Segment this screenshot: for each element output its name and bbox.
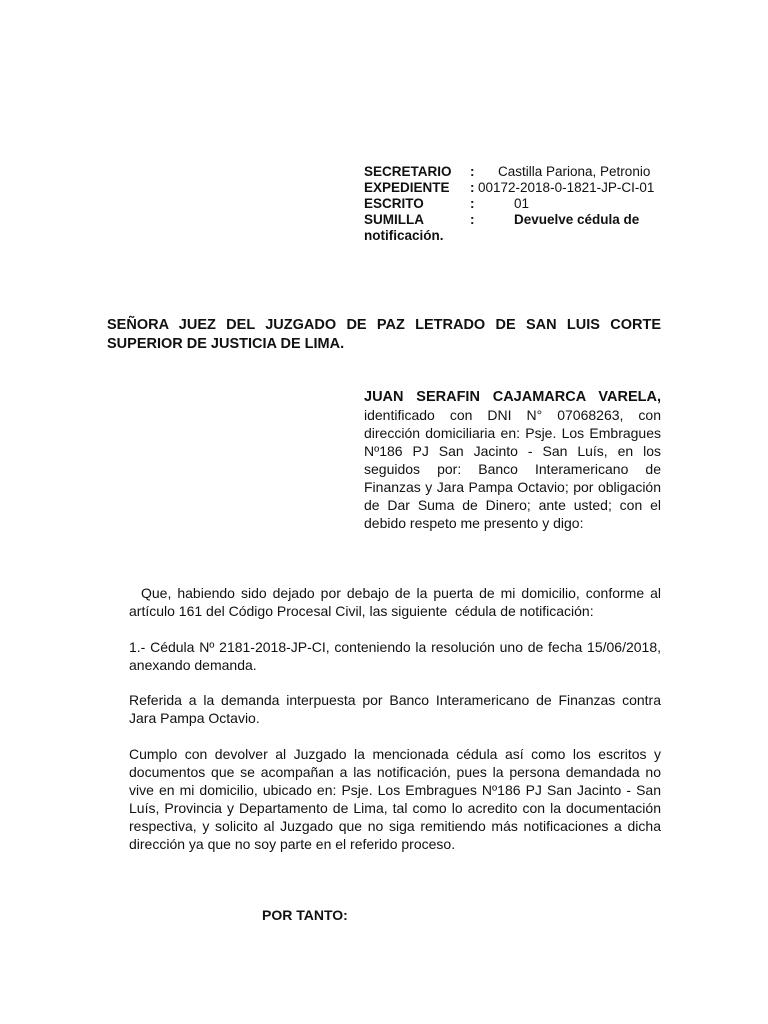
- secretario-colon: :: [470, 164, 475, 179]
- sumilla-colon: :: [470, 212, 475, 227]
- escrito-value: 01: [514, 196, 530, 211]
- paragraph-cumplo: Cumplo con devolver al Juzgado la mencionada cédula así como los escritos y documentos que se acompañan a las notificación, pues la persona demandada no vive en mi domicilio, ubicado en: Psje. Los Embragues Nº186 PJ San Jacinto - San Luís, Provincia y Departamento de Lima, tal como lo acredito con la documentación respectiva, y solicito al Juzgado que no siga remitiendo más notificaciones a dicha dirección ya que no soy parte en el referido proceso.: [129, 746, 661, 852]
- expediente-row: [364, 180, 664, 196]
- paragraph-intro: Que, habiendo sido dejado por debajo de la puerta de mi domicilio, conforme al artículo 161 del Código Procesal Civil, las siguiente cédula de notificación:: [129, 585, 665, 619]
- sumilla-row: [364, 212, 664, 228]
- secretario-label: SECRETARIO: [364, 164, 452, 179]
- sumilla-value: Devuelve cédula de: [514, 212, 640, 227]
- addressee-heading: SEÑORA JUEZ DEL JUZGADO DE PAZ LETRADO DE SAN LUIS CORTE SUPERIOR DE JUSTICIA DE LIMA.: [107, 317, 661, 352]
- secretario-value: Castilla Pariona, Petronio: [498, 164, 651, 179]
- sumilla-value-continued: notificación.: [364, 228, 444, 243]
- petitioner-details: identificado con DNI N° 07068263, con dirección domiciliaria en: Psje. Los Embragues Nº186 PJ San Jacinto - San Luís, en los seguidos por: Banco Interamericano de Finanzas y Jara Pampa Octavio; por obligación de Dar Suma de Dinero; ante usted; con el debido respeto me presento y digo:: [364, 407, 661, 531]
- secretario-row: [364, 164, 664, 180]
- case-header: [364, 164, 664, 244]
- expediente-colon: :: [470, 180, 475, 195]
- closing-heading: POR TANTO:: [262, 907, 348, 923]
- expediente-value: 00172-2018-0-1821-JP-CI-01: [478, 180, 655, 195]
- escrito-colon: :: [470, 196, 475, 211]
- sumilla-label: SUMILLA: [364, 212, 424, 227]
- escrito-label: ESCRITO: [364, 196, 424, 211]
- petitioner-name: JUAN SERAFIN CAJAMARCA VARELA,: [364, 389, 661, 405]
- expediente-label: EXPEDIENTE: [364, 180, 450, 195]
- petitioner-block: [364, 388, 661, 532]
- escrito-row: [364, 196, 664, 212]
- paragraph-referida: Referida a la demanda interpuesta por Banco Interamericano de Finanzas contra Jara Pampa Octavio.: [129, 692, 661, 726]
- paragraph-cedula: 1.- Cédula Nº 2181-2018-JP-CI, conteniendo la resolución uno de fecha 15/06/2018, anexando demanda.: [129, 639, 661, 673]
